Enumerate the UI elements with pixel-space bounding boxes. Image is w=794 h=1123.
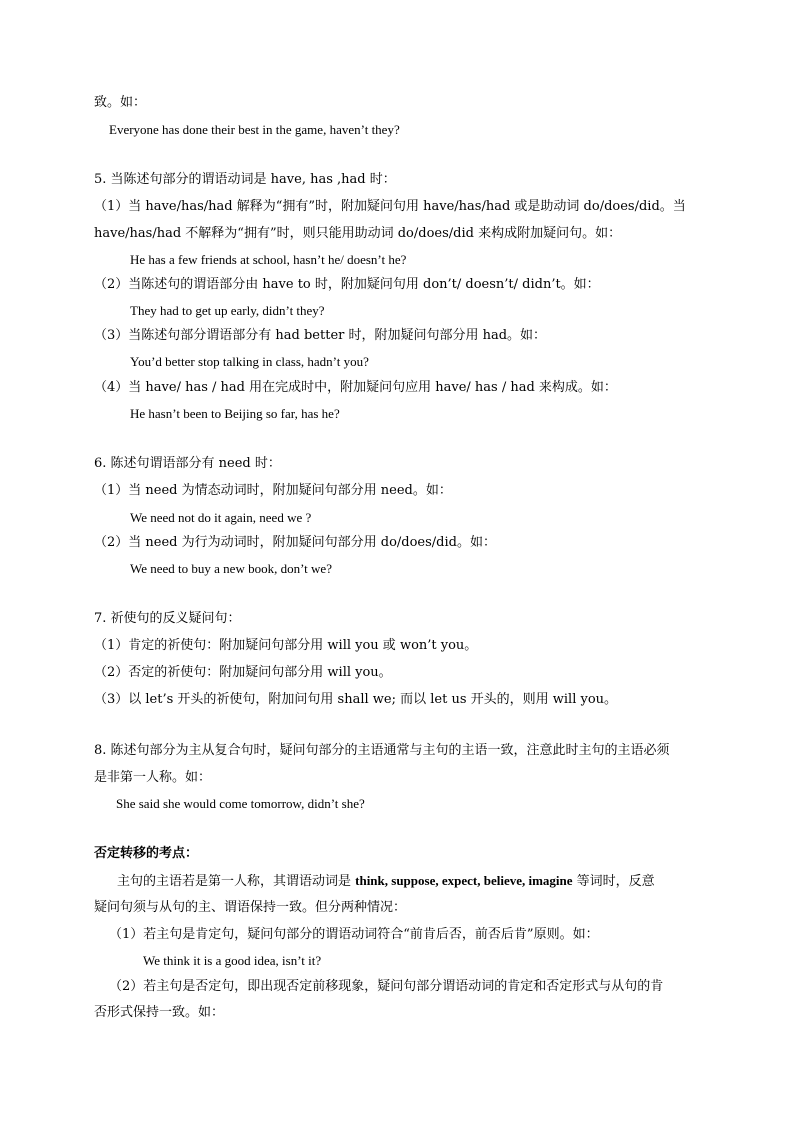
- text-line: （1）若主句是肯定句，疑问句部分的谓语动词符合“前肯后否，前否后肯”原则。如：: [109, 927, 599, 942]
- text-line: （2）若主句是否定句，即出现否定前移现象，疑问句部分谓语动词的肯定和否定形式与从句的肯: [109, 979, 664, 994]
- example-sentence: Everyone has done their best in the game, haven’t they?: [109, 122, 400, 137]
- text-line: （3）以 let’s 开头的祈使句，附加问句用 shall we; 而以 let us 开头的，则用 will you。: [94, 692, 618, 707]
- text-segment: 等词时，反意: [572, 874, 655, 889]
- text-line: （4）当 have/ has / had 用在完成时中，附加疑问句应用 have/ has / had 来构成。如：: [94, 380, 617, 395]
- example-sentence: You’d better stop talking in class, hadn’t you?: [130, 354, 369, 369]
- example-sentence: They had to get up early, didn’t they?: [130, 303, 325, 318]
- text-line: （2）当陈述句的谓语部分由 have to 时，附加疑问句用 don’t/ doesn’t/ didn’t。如：: [94, 277, 600, 292]
- text-line: 否形式保持一致。如：: [94, 1005, 225, 1020]
- text-line: 致。如：: [94, 95, 147, 110]
- text-segment: 主句的主语若是第一人称，其谓语动词是: [117, 874, 356, 889]
- text-line: 疑问句须与从句的主、谓语保持一致。但分两种情况：: [94, 900, 407, 915]
- text-line: （1）肯定的祈使句：附加疑问句部分用 will you 或 won’t you。: [94, 638, 478, 653]
- text-line: [117, 873, 655, 890]
- text-line: （2）否定的祈使句：附加疑问句部分用 will you。: [94, 665, 392, 680]
- text-line: have/has/had 不解释为“拥有”时，则只能用助动词 do/does/did 来构成附加疑问句。如：: [94, 226, 622, 241]
- section-heading-6: 6. 陈述句谓语部分有 need 时：: [94, 456, 281, 471]
- text-line: （2）当 need 为行为动词时，附加疑问句部分用 do/does/did。如：: [94, 535, 496, 550]
- example-sentence: We think it is a good idea, isn’t it?: [143, 953, 322, 968]
- example-sentence: She said she would come tomorrow, didn’t she?: [116, 796, 365, 811]
- example-sentence: He has a few friends at school, hasn’t he/ doesn’t he?: [130, 252, 407, 267]
- text-line: （1）当 have/has/had 解释为“拥有”时，附加疑问句用 have/has/had 或是助动词 do/does/did。当: [94, 199, 686, 214]
- section-heading-negative-transfer: 否定转移的考点：: [94, 846, 199, 861]
- bold-verbs: think, suppose, expect, believe, imagine: [355, 873, 573, 888]
- example-sentence: We need to buy a new book, don’t we?: [130, 561, 332, 576]
- example-sentence: He hasn’t been to Beijing so far, has he?: [130, 406, 340, 421]
- section-heading-7: 7. 祈使句的反义疑问句：: [94, 611, 241, 626]
- section-heading-5: 5. 当陈述句部分的谓语动词是 have, has ,had 时：: [94, 172, 396, 187]
- text-line: （1）当 need 为情态动词时，附加疑问句部分用 need。如：: [94, 483, 452, 498]
- text-line: （3）当陈述句部分谓语部分有 had better 时，附加疑问句部分用 had。如：: [94, 328, 547, 343]
- text-line: 是非第一人称。如：: [94, 770, 212, 785]
- section-heading-8: 8. 陈述句部分为主从复合句时，疑问句部分的主语通常与主句的主语一致，注意此时主句的主语必须: [94, 743, 670, 758]
- example-sentence: We need not do it again, need we ?: [130, 510, 312, 525]
